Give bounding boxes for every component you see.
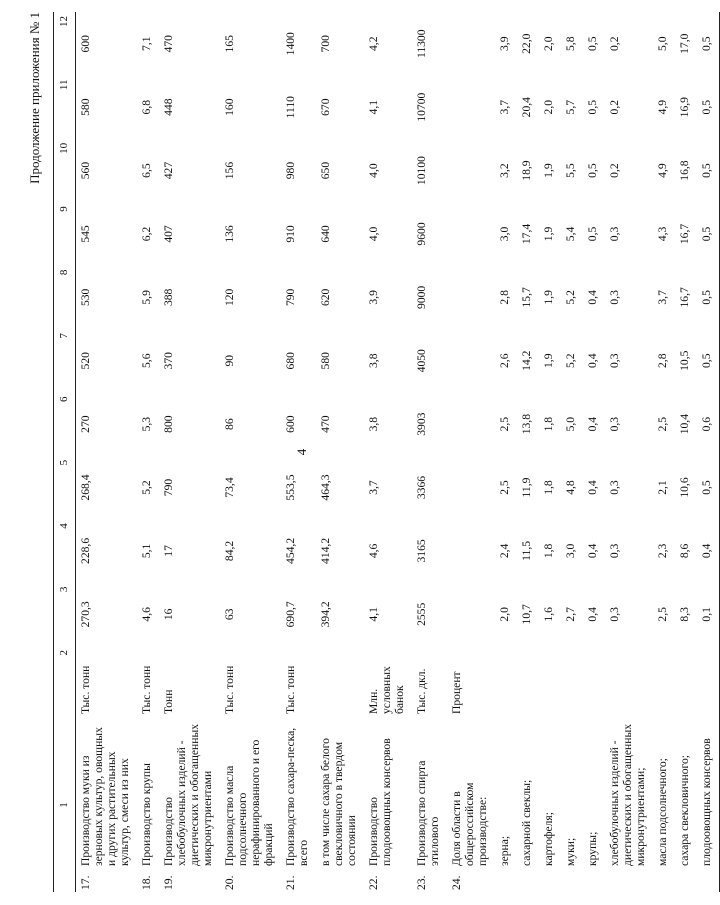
- page-number: 4: [294, 448, 309, 456]
- share-value-cell: 2,5: [656, 607, 669, 622]
- row-number: [653, 866, 675, 892]
- value-cell: [447, 12, 495, 75]
- share-row: [517, 12, 539, 892]
- share-label: крупы;: [586, 831, 599, 866]
- row-unit: Тонн: [162, 689, 175, 714]
- share-value-cell: 0,5: [586, 226, 599, 242]
- row-number: [539, 866, 561, 892]
- share-value-cell: 0,4: [586, 416, 599, 432]
- value-cell: 156: [223, 161, 236, 180]
- share-value-cell: 1,8: [542, 416, 555, 432]
- value-cell: 388: [162, 288, 175, 307]
- share-value-cell: 1,8: [542, 480, 555, 495]
- value-cell: 530: [79, 288, 92, 307]
- share-value-cell: 3,2: [498, 163, 511, 178]
- value-cell: 4,6: [367, 543, 380, 559]
- share-label: муки;: [564, 837, 577, 866]
- share-value-cell: 0,5: [697, 202, 720, 265]
- col-header-11: 11: [54, 75, 76, 138]
- share-value-cell: 0,4: [586, 353, 599, 368]
- row-label: Производство крупы: [140, 763, 153, 866]
- value-cell: 10700: [415, 92, 428, 122]
- share-value-cell: 0,5: [586, 99, 599, 115]
- table-row: [316, 12, 364, 892]
- value-cell: 790: [162, 478, 175, 497]
- value-cell: 4050: [415, 349, 428, 373]
- table-row: [76, 12, 138, 892]
- share-value-cell: 0,3: [608, 607, 621, 622]
- value-cell: 63: [223, 608, 236, 621]
- value-cell: 4,1: [367, 99, 380, 115]
- row-number: [561, 866, 583, 892]
- share-value-cell: 5,0: [564, 416, 577, 432]
- header-row: [54, 12, 76, 892]
- row-unit: [697, 646, 720, 718]
- value-cell: 268,4: [79, 474, 92, 501]
- value-cell: 270,3: [79, 601, 92, 628]
- row-number: [697, 866, 720, 892]
- value-cell: 4,0: [367, 163, 380, 178]
- value-cell: 700: [319, 35, 332, 53]
- value-cell: 16: [162, 608, 175, 621]
- value-cell: 9600: [415, 222, 428, 246]
- row-number: 22.: [367, 875, 380, 890]
- row-number: [495, 866, 517, 892]
- share-row: [495, 12, 517, 892]
- share-value-cell: 2,0: [498, 607, 511, 622]
- col-header-1: 1: [54, 718, 76, 892]
- row-number: 21.: [284, 875, 297, 890]
- value-cell: 580: [79, 98, 92, 116]
- value-cell: 10100: [415, 156, 428, 186]
- value-cell: [447, 202, 495, 265]
- value-cell: 670: [319, 98, 332, 116]
- share-label: масла подсолнечного;: [656, 758, 669, 866]
- share-value-cell: 10,5: [678, 350, 691, 371]
- table-row: [364, 12, 412, 892]
- share-value-cell: 0,2: [608, 99, 621, 115]
- share-value-cell: 3,0: [498, 226, 511, 242]
- share-value-cell: 0,4: [586, 607, 599, 622]
- share-value-cell: 10,4: [678, 413, 691, 435]
- share-value-cell: 4,9: [656, 99, 669, 115]
- share-value-cell: 0,3: [608, 543, 621, 559]
- table-row: [412, 12, 447, 892]
- share-value-cell: 0,3: [608, 226, 621, 242]
- value-cell: [447, 519, 495, 582]
- share-value-cell: 1,9: [542, 226, 555, 242]
- share-value-cell: 11,9: [520, 477, 533, 498]
- share-value-cell: 5,4: [564, 226, 577, 242]
- row-number: 23.: [415, 875, 428, 890]
- share-value-cell: 14,2: [520, 350, 533, 371]
- value-cell: [447, 392, 495, 455]
- value-cell: 5,2: [140, 480, 153, 495]
- share-value-cell: 0,5: [586, 36, 599, 51]
- value-cell: 4,6: [140, 607, 153, 622]
- value-cell: 394,2: [319, 601, 332, 628]
- value-cell: 560: [79, 161, 92, 180]
- value-cell: 5,9: [140, 290, 153, 305]
- value-cell: 6,8: [140, 99, 153, 115]
- value-cell: 17: [162, 545, 175, 557]
- col-header-7: 7: [54, 329, 76, 392]
- row-label: Производство сахара-песка, всего: [284, 727, 310, 866]
- value-cell: 4,2: [367, 36, 380, 51]
- share-value-cell: 0,2: [608, 163, 621, 178]
- value-cell: 680: [284, 352, 297, 370]
- share-value-cell: 10,6: [678, 477, 691, 498]
- value-cell: 553,5: [284, 474, 297, 501]
- value-cell: 5,1: [140, 543, 153, 559]
- value-cell: 790: [284, 288, 297, 307]
- row-number: [675, 866, 697, 892]
- share-label: зерна;: [498, 835, 511, 866]
- share-value-cell: 2,8: [498, 290, 511, 305]
- share-value-cell: 2,3: [656, 543, 669, 559]
- row-number: [605, 866, 653, 892]
- share-value-cell: 2,0: [542, 36, 555, 51]
- share-row: [561, 12, 583, 892]
- row-unit: [495, 646, 517, 718]
- share-row: [697, 12, 720, 892]
- share-value-cell: 0,2: [608, 36, 621, 51]
- value-cell: 7,1: [140, 36, 153, 51]
- share-value-cell: 5,5: [564, 163, 577, 178]
- share-value-cell: 2,8: [656, 353, 669, 368]
- share-value-cell: 8,3: [678, 607, 691, 622]
- row-unit: Тыс. тонн: [140, 665, 153, 714]
- share-value-cell: 4,3: [656, 226, 669, 242]
- row-unit: [653, 646, 675, 718]
- value-cell: 464,3: [319, 474, 332, 501]
- value-cell: 2555: [415, 602, 428, 626]
- share-value-cell: 5,2: [564, 290, 577, 305]
- value-cell: 414,2: [319, 537, 332, 564]
- value-cell: 910: [284, 225, 297, 243]
- row-unit: [675, 646, 697, 718]
- share-value-cell: 0,5: [697, 329, 720, 392]
- share-value-cell: 0,4: [586, 290, 599, 305]
- value-cell: 427: [162, 161, 175, 180]
- value-cell: 3,8: [367, 353, 380, 368]
- row-unit: [561, 646, 583, 718]
- value-cell: 90: [223, 354, 236, 367]
- appendix-caption: Продолжение приложения № 1: [27, 12, 42, 184]
- share-value-cell: 0,5: [697, 139, 720, 202]
- value-cell: 3903: [415, 412, 428, 436]
- value-cell: 520: [79, 352, 92, 370]
- share-value-cell: 2,6: [498, 353, 511, 368]
- value-cell: 1110: [284, 96, 297, 119]
- value-cell: 3366: [415, 475, 428, 500]
- share-value-cell: 16,7: [678, 287, 691, 308]
- row-label: в том числе сахара белого свекловичного в твердом состоянии: [319, 738, 358, 866]
- value-cell: 270: [79, 415, 92, 433]
- value-cell: 640: [319, 225, 332, 243]
- col-header-4: 4: [54, 519, 76, 582]
- share-row: [605, 12, 653, 892]
- share-value-cell: 5,8: [564, 36, 577, 51]
- share-value-cell: 0,4: [586, 480, 599, 495]
- share-value-cell: 5,0: [656, 36, 669, 51]
- share-value-cell: 0,5: [697, 266, 720, 329]
- col-header-6: 6: [54, 392, 76, 455]
- share-value-cell: 0,3: [608, 416, 621, 432]
- value-cell: 470: [162, 35, 175, 53]
- share-value-cell: 0,5: [697, 12, 720, 75]
- row-number: 20.: [223, 875, 236, 890]
- value-cell: 120: [223, 288, 236, 307]
- row-label: Производство спирта этилового: [415, 760, 441, 866]
- value-cell: 228,6: [79, 537, 92, 564]
- table-row: [447, 12, 495, 892]
- value-cell: 136: [223, 225, 236, 243]
- value-cell: 370: [162, 352, 175, 370]
- row-unit: Процент: [450, 671, 463, 714]
- col-header-3: 3: [54, 583, 76, 646]
- value-cell: [447, 139, 495, 202]
- value-cell: 407: [162, 225, 175, 243]
- value-cell: [447, 75, 495, 138]
- share-label: сахарной свеклы;: [520, 779, 533, 866]
- row-number: [316, 866, 364, 892]
- value-cell: 165: [223, 35, 236, 53]
- row-unit: [316, 646, 364, 718]
- value-cell: 690,7: [284, 601, 297, 628]
- share-value-cell: 0,5: [586, 163, 599, 178]
- share-value-cell: 20,4: [520, 97, 533, 118]
- value-cell: 9000: [415, 285, 428, 309]
- row-unit: [539, 646, 561, 718]
- value-cell: 6,2: [140, 226, 153, 242]
- row-unit: Тыс. тонн: [223, 665, 236, 714]
- row-label: Производство масла подсолнечного нерафинированного и его фракций: [223, 739, 275, 866]
- value-cell: 3165: [415, 539, 428, 563]
- share-value-cell: 2,4: [498, 543, 511, 559]
- share-value-cell: 3,7: [498, 99, 511, 115]
- table-row: [281, 12, 316, 892]
- row-unit: Тыс. тонн: [284, 665, 297, 714]
- share-value-cell: 0,3: [608, 353, 621, 368]
- value-cell: 800: [162, 415, 175, 433]
- share-value-cell: 1,9: [542, 163, 555, 178]
- indicators-table: [53, 12, 720, 892]
- row-unit: [605, 646, 653, 718]
- share-value-cell: 2,7: [564, 607, 577, 622]
- col-header-2: 2: [54, 646, 76, 718]
- share-row: [675, 12, 697, 892]
- row-label: Производство муки из зерновых культур, овощных и других растительных культур, смеси из них: [79, 727, 131, 866]
- value-cell: 545: [79, 225, 92, 243]
- value-cell: 5,3: [140, 416, 153, 432]
- value-cell: 3,8: [367, 416, 380, 432]
- share-value-cell: 1,6: [542, 607, 555, 622]
- share-value-cell: 22,0: [520, 33, 533, 54]
- rotated-table-area: [25, 12, 713, 892]
- col-header-9: 9: [54, 202, 76, 265]
- value-cell: [447, 266, 495, 329]
- share-value-cell: 0,3: [608, 290, 621, 305]
- share-label: хлебобулочных изделий - диетических и обогащенных микронутриентами;: [608, 723, 647, 866]
- value-cell: 980: [284, 161, 297, 180]
- share-value-cell: 3,0: [564, 543, 577, 559]
- share-value-cell: 0,4: [697, 519, 720, 582]
- value-cell: 84,2: [223, 540, 236, 562]
- row-number: 18.: [140, 875, 153, 890]
- share-value-cell: 5,7: [564, 99, 577, 115]
- row-unit: Тыс. дкл.: [415, 668, 428, 714]
- table-row: [137, 12, 159, 892]
- row-number: 24.: [450, 875, 463, 890]
- share-row: [583, 12, 605, 892]
- col-header-12: 12: [54, 12, 76, 75]
- share-value-cell: 0,1: [697, 583, 720, 646]
- value-cell: [447, 456, 495, 519]
- share-value-cell: 13,8: [520, 413, 533, 435]
- row-unit: [517, 646, 539, 718]
- row-unit: Млн. условных банок: [367, 666, 406, 714]
- share-value-cell: 2,5: [498, 480, 511, 495]
- value-cell: 600: [284, 415, 297, 433]
- share-row: [539, 12, 561, 892]
- row-number: [583, 866, 605, 892]
- value-cell: 4,0: [367, 226, 380, 242]
- share-value-cell: 4,9: [656, 163, 669, 178]
- share-value-cell: 15,7: [520, 287, 533, 308]
- share-label: плодоовощных консервов: [697, 718, 720, 866]
- value-cell: 73,4: [223, 477, 236, 498]
- value-cell: 6,5: [140, 163, 153, 178]
- table-row: [220, 12, 281, 892]
- share-value-cell: 5,2: [564, 353, 577, 368]
- share-value-cell: 0,4: [586, 543, 599, 559]
- row-label: Производство плодоовощных консервов: [367, 738, 393, 866]
- value-cell: 448: [162, 98, 175, 116]
- row-label: Производство хлебобулочных изделий - диетических и обогащенных микронутриентами: [162, 723, 214, 866]
- share-value-cell: 16,9: [678, 97, 691, 118]
- share-value-cell: 1,9: [542, 353, 555, 368]
- share-row: [653, 12, 675, 892]
- share-value-cell: 2,0: [542, 99, 555, 115]
- share-value-cell: 11,5: [520, 540, 533, 561]
- row-number: [517, 866, 539, 892]
- col-header-10: 10: [54, 139, 76, 202]
- share-label: картофеля;: [542, 812, 555, 866]
- value-cell: [447, 583, 495, 646]
- value-cell: 11300: [415, 29, 428, 59]
- share-value-cell: 16,8: [678, 160, 691, 181]
- value-cell: 4,1: [367, 607, 380, 622]
- share-value-cell: 2,5: [656, 416, 669, 432]
- row-number: 19.: [162, 875, 175, 890]
- value-cell: 1400: [284, 32, 297, 56]
- value-cell: 160: [223, 98, 236, 116]
- share-value-cell: 3,9: [498, 36, 511, 51]
- share-value-cell: 2,1: [656, 480, 669, 495]
- share-value-cell: 0,5: [697, 75, 720, 138]
- value-cell: 5,6: [140, 353, 153, 368]
- value-cell: 454,2: [284, 537, 297, 564]
- share-value-cell: 3,7: [656, 290, 669, 305]
- share-value-cell: 0,6: [697, 392, 720, 455]
- share-value-cell: 1,9: [542, 290, 555, 305]
- share-value-cell: 2,5: [498, 416, 511, 432]
- share-value-cell: 8,6: [678, 543, 691, 559]
- col-header-5: 5: [54, 456, 76, 519]
- value-cell: 620: [319, 288, 332, 307]
- share-label: сахара свекловичного;: [678, 755, 691, 866]
- share-value-cell: 18,9: [520, 160, 533, 181]
- table-row: [159, 12, 220, 892]
- value-cell: [447, 329, 495, 392]
- share-value-cell: 16,7: [678, 223, 691, 245]
- row-number: 17.: [79, 875, 92, 890]
- share-value-cell: 17,0: [678, 33, 691, 54]
- share-value-cell: 1,8: [542, 543, 555, 559]
- value-cell: 3,9: [367, 290, 380, 305]
- row-unit: Тыс. тонн: [79, 665, 92, 714]
- value-cell: 650: [319, 161, 332, 180]
- value-cell: 600: [79, 35, 92, 53]
- share-value-cell: 0,5: [697, 456, 720, 519]
- share-value-cell: 4,8: [564, 480, 577, 495]
- value-cell: 580: [319, 352, 332, 370]
- share-value-cell: 0,3: [608, 480, 621, 495]
- row-unit: [583, 646, 605, 718]
- share-value-cell: 17,4: [520, 223, 533, 245]
- row-label: Доля области в общероссийском производстве:: [450, 782, 489, 866]
- share-value-cell: 10,7: [520, 604, 533, 625]
- value-cell: 3,7: [367, 480, 380, 495]
- value-cell: 86: [223, 418, 236, 430]
- col-header-8: 8: [54, 266, 76, 329]
- value-cell: 470: [319, 415, 332, 433]
